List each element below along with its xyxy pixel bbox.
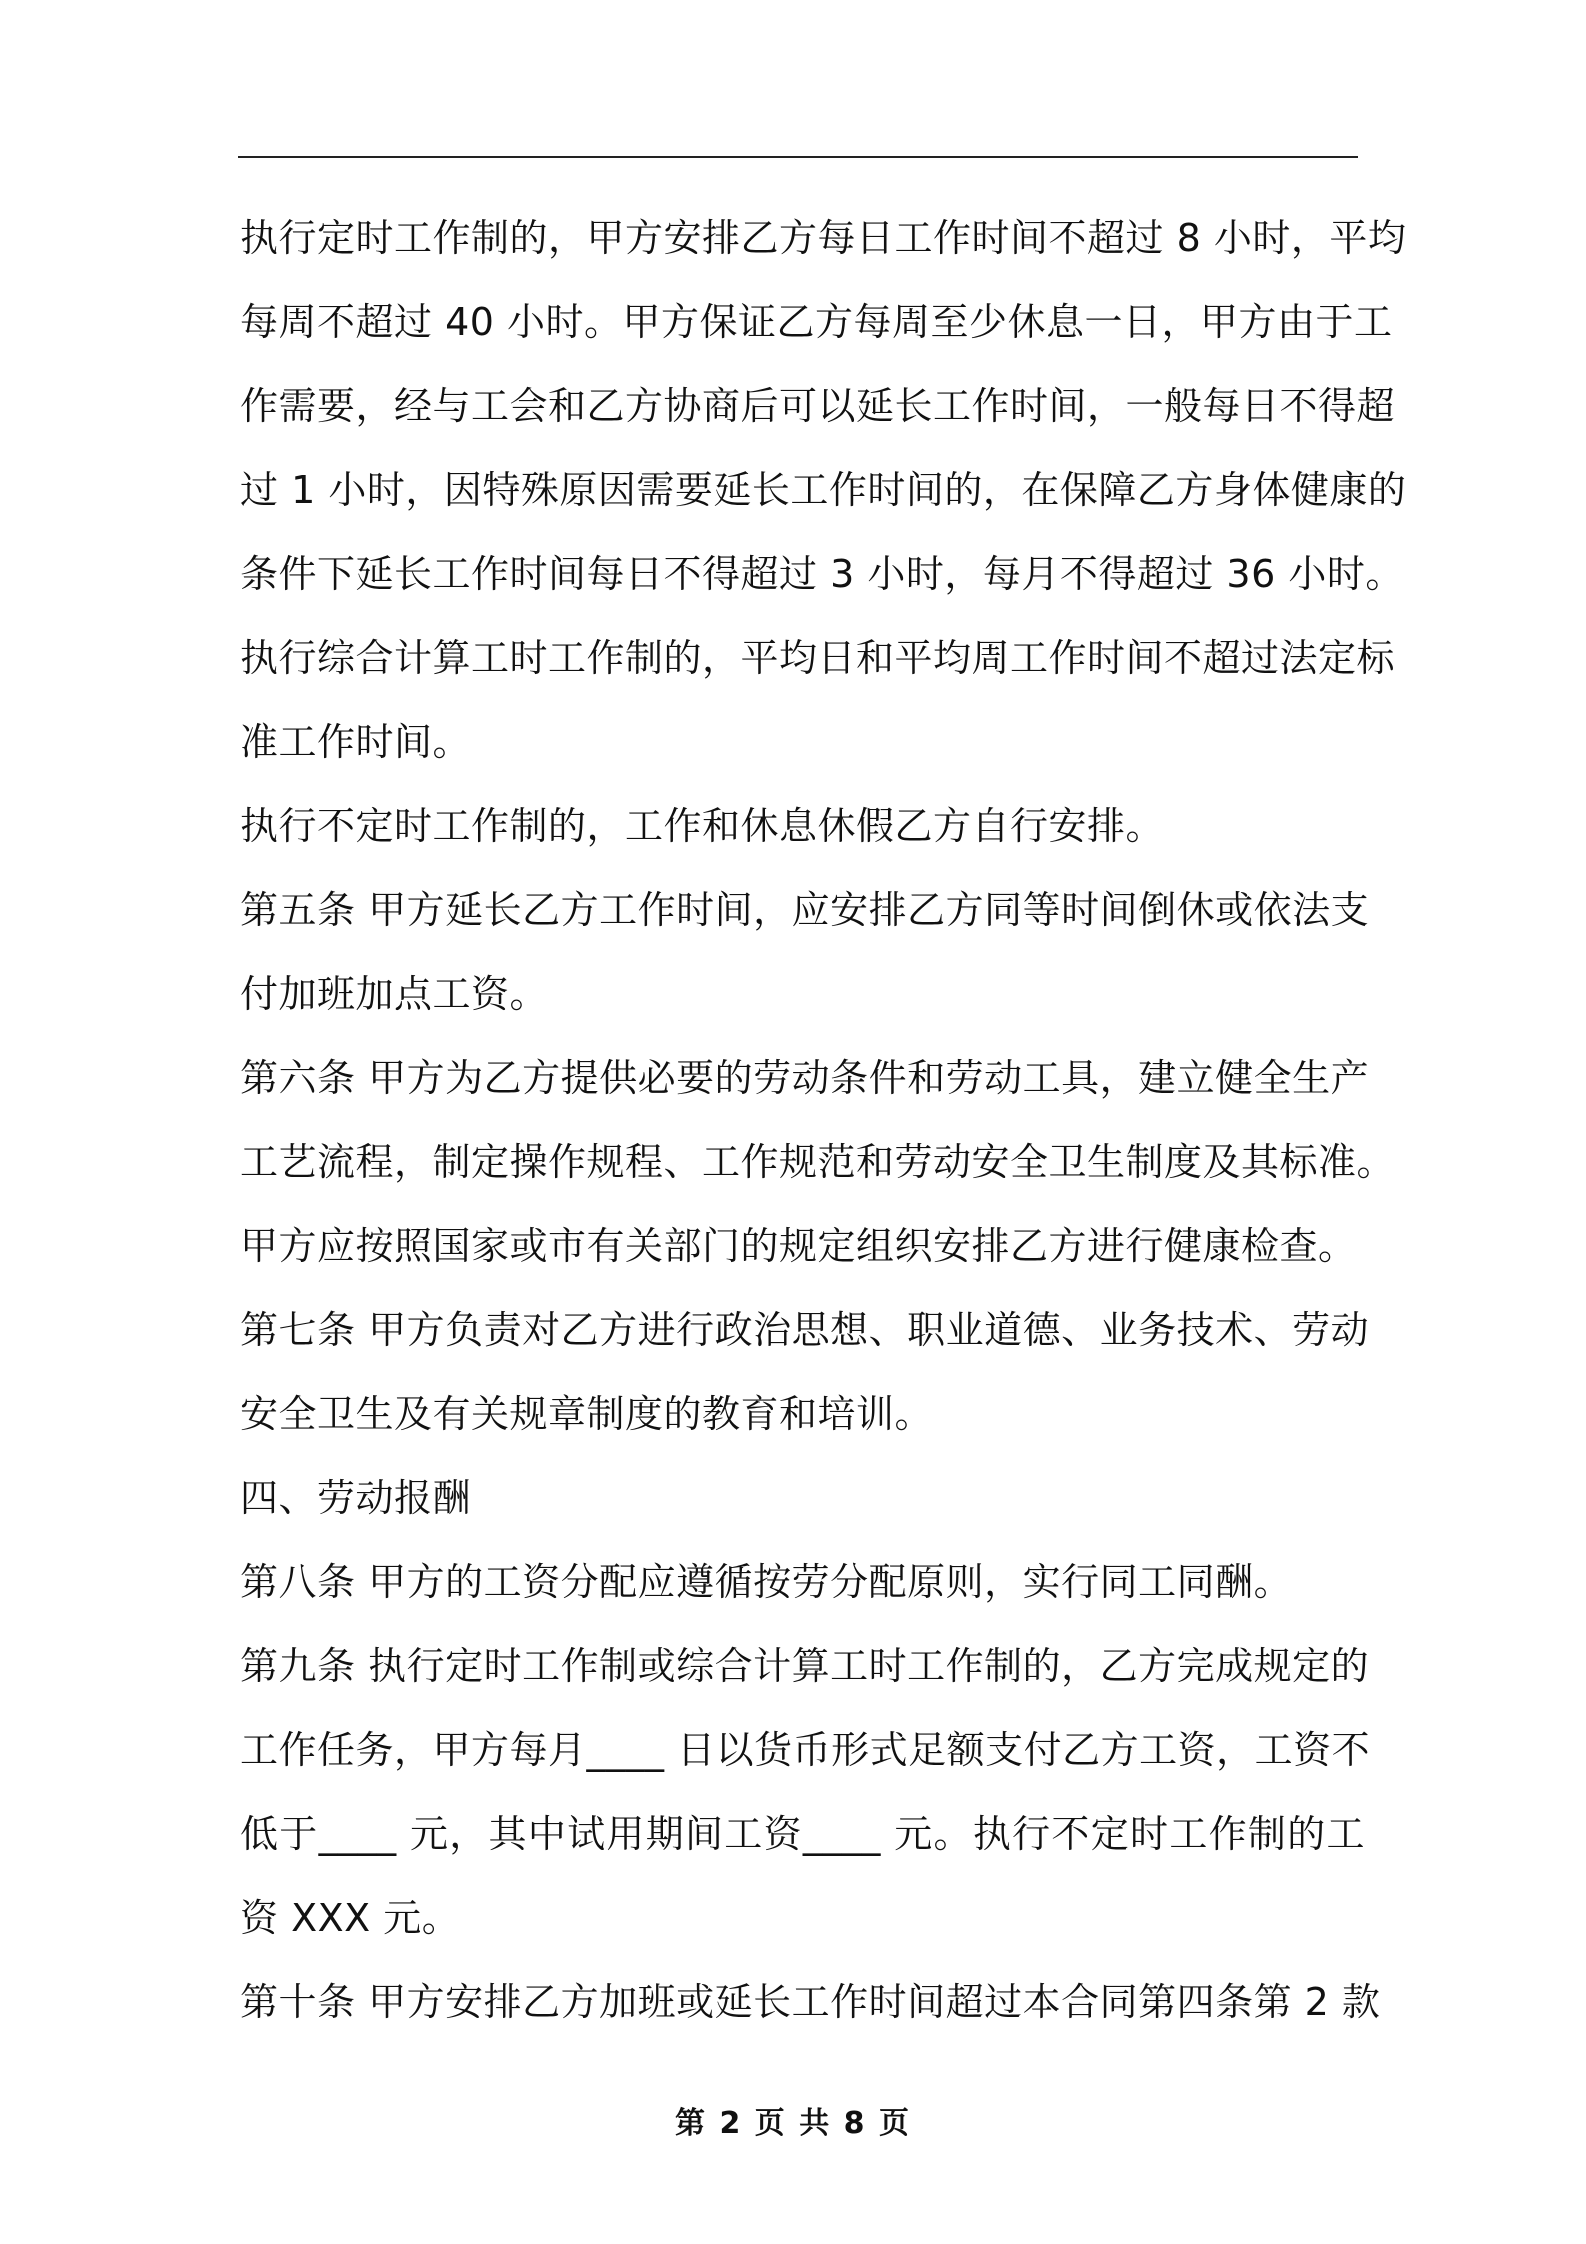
text-line: 执行不定时工作制的，工作和休息休假乙方自行安排。 (240, 804, 1165, 848)
article-8-line: 第八条 甲方的工资分配应遵循按劳分配原则，实行同工同酬。 (240, 1560, 1293, 1604)
text-line: 低于____ 元，其中试用期间工资____ 元。执行不定时工作制的工 (240, 1812, 1365, 1856)
document-body (240, 196, 1407, 2044)
text-line: 工作任务，甲方每月____ 日以货币形式足额支付乙方工资，工资不 (240, 1728, 1371, 1772)
header-divider (238, 156, 1358, 158)
page-number: 第 2 页 共 8 页 (675, 2106, 911, 2141)
text-line: 甲方应按照国家或市有关部门的规定组织安排乙方进行健康检查。 (240, 1224, 1357, 1268)
article-7-line: 第七条 甲方负责对乙方进行政治思想、职业道德、业务技术、劳动 (240, 1308, 1370, 1352)
text-line: 执行综合计算工时工作制的，平均日和平均周工作时间不超过法定标 (240, 636, 1396, 680)
text-line: 执行定时工作制的，甲方安排乙方每日工作时间不超过 8 小时，平均 (240, 216, 1407, 260)
text-line: 安全卫生及有关规章制度的教育和培训。 (240, 1392, 934, 1436)
article-10-line: 第十条 甲方安排乙方加班或延长工作时间超过本合同第四条第 2 款 (240, 1980, 1381, 2024)
text-line: 条件下延长工作时间每日不得超过 3 小时，每月不得超过 36 小时。 (240, 552, 1404, 596)
article-5-line: 第五条 甲方延长乙方工作时间，应安排乙方同等时间倒休或依法支 (240, 888, 1370, 932)
article-9-line: 第九条 执行定时工作制或综合计算工时工作制的，乙方完成规定的 (240, 1644, 1370, 1688)
text-line: 付加班加点工资。 (240, 972, 549, 1016)
section-heading: 四、劳动报酬 (240, 1476, 472, 1520)
text-line: 工艺流程，制定操作规程、工作规范和劳动安全卫生制度及其标准。 (240, 1140, 1396, 1184)
text-line: 资 XXX 元。 (240, 1896, 461, 1940)
text-line: 过 1 小时，因特殊原因需要延长工作时间的，在保障乙方身体健康的 (240, 468, 1407, 512)
text-line: 准工作时间。 (240, 720, 472, 764)
article-6-line: 第六条 甲方为乙方提供必要的劳动条件和劳动工具，建立健全生产 (240, 1056, 1370, 1100)
text-line: 每周不超过 40 小时。甲方保证乙方每周至少休息一日，甲方由于工 (240, 300, 1393, 344)
text-line: 作需要，经与工会和乙方协商后可以延长工作时间，一般每日不得超 (240, 384, 1396, 428)
